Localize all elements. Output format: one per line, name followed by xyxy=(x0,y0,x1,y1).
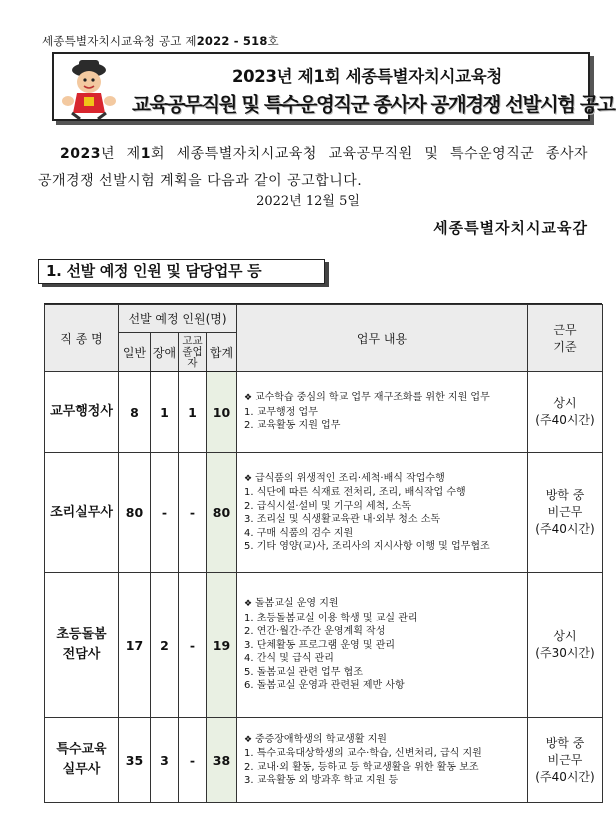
banner-title-line2: 교육공무직원 및 특수운영직군 종사자 공개경쟁 선발시험 공고 xyxy=(132,93,615,116)
duty-item: 2. 연간·월간·주간 운영계획 작성 xyxy=(244,626,386,638)
duty-head: ❖ 돌봄교실 운영 지원 xyxy=(244,597,523,612)
role-line: 조리실무사 xyxy=(50,504,113,520)
duties-cell xyxy=(237,372,528,453)
hours-line: 비근무 xyxy=(547,752,583,767)
table-row xyxy=(45,718,603,803)
duty-item: 2. 교내·외 활동, 등하교 등 학교생활을 위한 활동 보조 xyxy=(244,761,479,773)
notice-number xyxy=(42,33,279,49)
intro-paragraph xyxy=(38,141,588,195)
role-name xyxy=(45,573,119,718)
duty-item: 1. 특수교육대상학생의 교수·학습, 신변처리, 급식 지원 xyxy=(244,748,482,759)
duty-item: 1. 식단에 따른 식재료 전처리, 조리, 배식작업 수행 xyxy=(244,487,466,498)
hours-line: 방학 중 xyxy=(545,735,585,750)
duty-head: ❖ 교수학습 중심의 학교 업무 재구조화를 위한 지원 업무 xyxy=(244,391,523,406)
count-total: 19 xyxy=(207,573,237,718)
role-line: 특수교육 xyxy=(56,742,107,757)
count-hs: - xyxy=(179,453,207,573)
header-planned: 선발 예정 인원(명) xyxy=(119,305,237,333)
count-hs: - xyxy=(179,573,207,718)
header-disabled: 장애 xyxy=(151,333,179,372)
duty-list xyxy=(244,612,523,693)
duty-item: 1. 교무행정 업무 xyxy=(244,406,318,418)
duty-item: 3. 교육활동 외 방과후 학교 지원 등 xyxy=(244,775,399,786)
role-name xyxy=(45,453,119,573)
count-disabled: - xyxy=(151,453,179,573)
header-duties: 업무 내용 xyxy=(237,305,528,372)
issuer: 세종특별자치시교육감 xyxy=(433,219,588,237)
intro-line1 xyxy=(38,141,588,168)
header-hours xyxy=(528,305,603,372)
duty-head: ❖ 급식품의 위생적인 조리·세척·배식 작업수행 xyxy=(244,472,523,487)
header-job: 직 종 명 xyxy=(45,305,119,372)
count-disabled: 1 xyxy=(151,372,179,453)
count-total: 10 xyxy=(207,372,237,453)
hours-line: 상시 xyxy=(553,629,577,643)
intro-part2: 회 세종특별자치시교육청 교육공무직원 및 특수운영직군 종사자 xyxy=(150,146,588,162)
duty-list xyxy=(244,747,523,788)
duties-cell xyxy=(237,718,528,803)
hours-cell xyxy=(528,573,603,718)
header-hs-grad xyxy=(179,333,207,372)
duty-item: 2. 교육활동 지원 업무 xyxy=(244,420,341,432)
intro-round: 1 xyxy=(140,146,151,162)
header-hs-line1: 고교 xyxy=(182,334,203,347)
hours-line: 방학 중 xyxy=(545,488,585,502)
role-name xyxy=(45,718,119,803)
duty-item: 4. 간식 및 급식 관리 xyxy=(244,653,334,665)
role-line: 전담사 xyxy=(62,647,101,662)
hours-line: (주40시간) xyxy=(535,413,595,427)
hours-cell xyxy=(528,453,603,573)
title-banner xyxy=(52,52,615,121)
duty-item: 5. 돌봄교실 관련 업무 협조 xyxy=(244,666,363,678)
intro-part1: 년 제 xyxy=(100,146,141,162)
role-name xyxy=(45,372,119,453)
intro-line2: 공개경쟁 선발시험 계획을 다음과 같이 공고합니다. xyxy=(38,173,363,189)
count-general: 17 xyxy=(119,573,151,718)
hours-line: (주30시간) xyxy=(535,646,595,660)
duty-item: 5. 기타 영양(교)사, 조리사의 지시사항 이행 및 업무협조 xyxy=(244,541,490,552)
table-row xyxy=(45,372,603,453)
table-row xyxy=(45,453,603,573)
header-hours-line2: 기준 xyxy=(553,340,577,354)
role-line: 교무행정사 xyxy=(50,404,113,419)
hours-line: (주40시간) xyxy=(535,769,595,784)
notice-prefix: 세종특별자치시교육청 공고 제 xyxy=(42,34,197,48)
duties-cell xyxy=(237,573,528,718)
count-total: 38 xyxy=(207,718,237,803)
duty-item: 4. 구매 식품의 검수 지원 xyxy=(244,527,354,539)
duty-item: 2. 급식시설·설비 및 기구의 세척, 소독 xyxy=(244,500,412,512)
banner-title-line1: 2023년 제1회 세종특별자치시교육청 xyxy=(231,67,503,86)
role-line: 초등돌봄 xyxy=(56,627,107,642)
count-hs: 1 xyxy=(179,372,207,453)
header-hs-line2: 졸업자 xyxy=(182,345,203,369)
duty-item: 6. 돌봄교실 운영과 관련된 제반 사항 xyxy=(244,680,405,692)
hours-cell xyxy=(528,718,603,803)
duties-cell xyxy=(237,453,528,573)
count-disabled: 3 xyxy=(151,718,179,803)
duty-item: 3. 단체활동 프로그램 운영 및 관리 xyxy=(244,639,396,651)
duty-head: ❖ 중증장애학생의 학교생활 지원 xyxy=(244,733,523,748)
duty-list xyxy=(244,486,523,554)
hours-cell xyxy=(528,372,603,453)
header-hours-line1: 근무 xyxy=(553,323,577,337)
duty-item: 1. 초등돌봄교실 이용 학생 및 교실 관리 xyxy=(244,612,418,624)
count-general: 35 xyxy=(119,718,151,803)
count-total: 80 xyxy=(207,453,237,573)
role-line: 실무사 xyxy=(62,762,101,777)
table-row xyxy=(45,573,603,718)
hours-line: 상시 xyxy=(553,396,577,410)
notice-number-value: 2022 - 518 xyxy=(196,34,268,48)
count-hs: - xyxy=(179,718,207,803)
header-general: 일반 xyxy=(119,333,151,372)
count-general: 8 xyxy=(119,372,151,453)
header-total: 합계 xyxy=(207,333,237,372)
recruitment-table xyxy=(44,304,603,803)
hours-line: (주40시간) xyxy=(535,522,595,536)
duty-list xyxy=(244,406,523,433)
intro-year: 2023 xyxy=(60,146,101,162)
count-disabled: 2 xyxy=(151,573,179,718)
hours-line: 비근무 xyxy=(547,505,583,519)
duty-item: 3. 조리실 및 식생활교육관 내·외부 청소 소독 xyxy=(244,514,441,525)
notice-suffix: 호 xyxy=(267,34,279,48)
notice-date: 2022년 12월 5일 xyxy=(256,194,360,209)
count-general: 80 xyxy=(119,453,151,573)
section-heading: 1. 선발 예정 인원 및 담당업무 등 xyxy=(38,259,325,284)
